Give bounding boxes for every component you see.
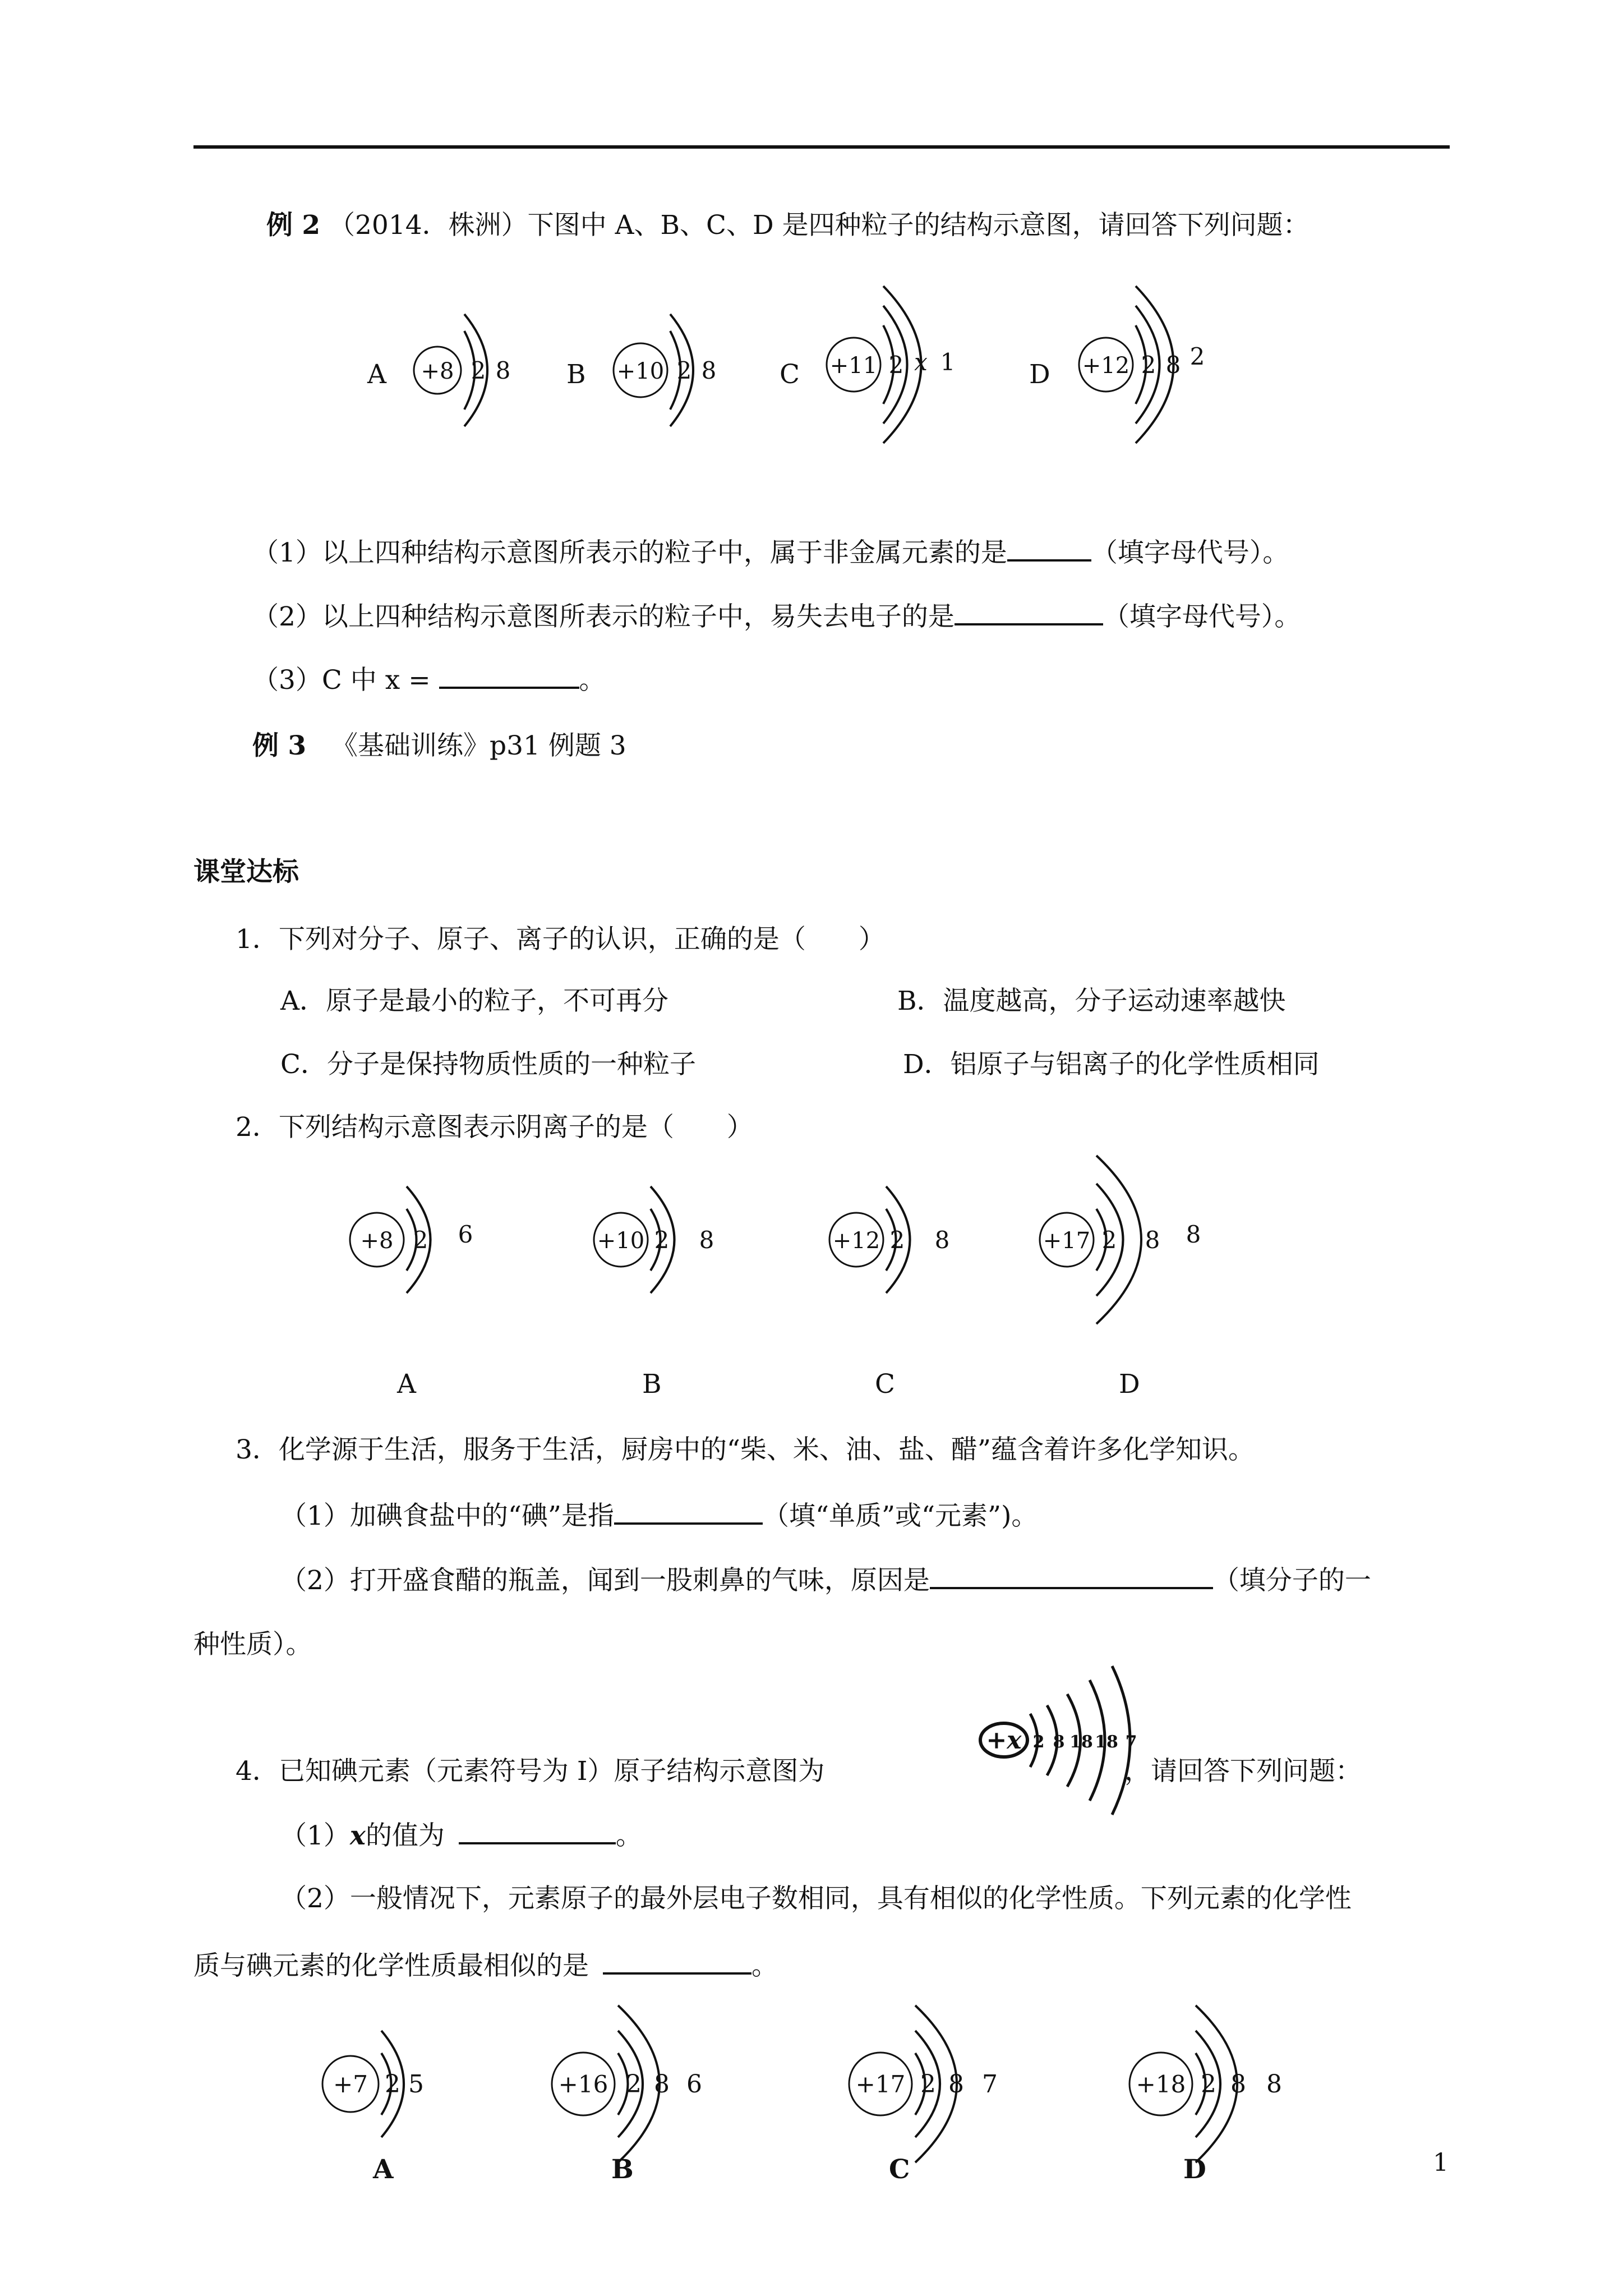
ex2-q2 bbox=[252, 599, 1301, 634]
q2-d-e1: 2 bbox=[1101, 1226, 1117, 1254]
section-title: 课堂达标 bbox=[193, 857, 299, 887]
ex2-q3 bbox=[252, 662, 606, 697]
q3-p1-hint: （填“单质”或“元素”)。 bbox=[762, 1501, 1038, 1531]
q4-p1-end: 。 bbox=[615, 1820, 642, 1851]
q4-p2-line1: （2）一般情况下，元素原子的最外层电子数相同，具有相似的化学性质。下列元素的化学性 bbox=[280, 1883, 1352, 1914]
q2-diagram-d bbox=[1038, 1139, 1228, 1329]
ex2-a-nucleus: +8 bbox=[421, 358, 454, 384]
ex2-q1-blank[interactable] bbox=[1007, 535, 1091, 562]
q4-iodine-e2: 8 bbox=[1053, 1732, 1065, 1752]
q4-letter-a: A bbox=[373, 2154, 394, 2185]
q3-stem: 3．化学源于生活，服务于生活，厨房中的“柴、米、油、盐、醋”蕴含着许多化学知识。 bbox=[236, 1434, 1255, 1465]
q4-iodine-nucleus: +x bbox=[986, 1726, 1022, 1755]
q2-b-nucleus: +10 bbox=[597, 1228, 645, 1254]
q4-p1 bbox=[280, 1818, 642, 1853]
ex2-diagram-a bbox=[412, 292, 541, 460]
q4-p2-line2 bbox=[193, 1948, 778, 1983]
q2-letter-d: D bbox=[1119, 1369, 1140, 1400]
q4-d-e1: 2 bbox=[1201, 2070, 1216, 2099]
q4-d-e2: 8 bbox=[1230, 2070, 1246, 2099]
page-number: 1 bbox=[1433, 2148, 1449, 2177]
q2-diagram-b bbox=[592, 1172, 737, 1318]
q4-iodine-e5: 7 bbox=[1125, 1732, 1137, 1752]
q4-c-nucleus: +17 bbox=[855, 2070, 906, 2098]
ex2-b-nucleus: +10 bbox=[616, 358, 665, 384]
q2-d-e2: 8 bbox=[1145, 1226, 1160, 1254]
q2-a-e2: 6 bbox=[458, 1221, 473, 1248]
ex2-diagram-c bbox=[824, 264, 993, 477]
example2-text: （2014．株洲）下图中 A、B、C、D 是四种粒子的结构示意图，请回答下列问题： bbox=[329, 210, 1310, 241]
q2-b-e1: 2 bbox=[654, 1226, 670, 1254]
q4-p2-end: 。 bbox=[751, 1950, 778, 1981]
q4-d-nucleus: +18 bbox=[1136, 2070, 1186, 2098]
q3-p2-cont: 种性质）。 bbox=[193, 1629, 312, 1660]
q4-b-e2: 8 bbox=[654, 2070, 670, 2099]
ex2-c-nucleus: +11 bbox=[829, 353, 878, 379]
example3-heading bbox=[252, 729, 626, 763]
q2-c-nucleus: +12 bbox=[832, 1228, 880, 1254]
ex2-d-e2: 8 bbox=[1165, 351, 1181, 379]
ex2-q2-blank[interactable] bbox=[955, 599, 1103, 625]
ex2-diagram-b bbox=[611, 292, 740, 460]
q4-a-e2: 5 bbox=[408, 2070, 424, 2099]
example2-heading bbox=[266, 209, 1310, 242]
ex2-a-e1: 2 bbox=[471, 357, 486, 384]
ex2-c-e2: x bbox=[914, 348, 928, 376]
q4-b-e1: 2 bbox=[626, 2070, 642, 2099]
ex2-c-e3: 1 bbox=[940, 348, 956, 376]
ex2-q1-text: （1）以上四种结构示意图所表示的粒子中，属于非金属元素的是 bbox=[252, 537, 1007, 568]
q3-p2-text: （2）打开盛食醋的瓶盖，闻到一股刺鼻的气味，原因是 bbox=[280, 1565, 930, 1596]
q4-diagram-d bbox=[1127, 1997, 1318, 2177]
q4-letter-b: B bbox=[611, 2154, 634, 2185]
q1-option-a[interactable]: A．原子是最小的粒子，不可再分 bbox=[280, 986, 668, 1016]
q4-iodine-e3: 18 bbox=[1069, 1732, 1093, 1752]
q4-d-e3: 8 bbox=[1266, 2070, 1282, 2099]
q2-a-nucleus: +8 bbox=[360, 1228, 394, 1254]
q4-a-e1: 2 bbox=[385, 2070, 400, 2099]
q4-diagram-c bbox=[847, 1997, 1038, 2177]
q4-a-nucleus: +7 bbox=[333, 2070, 368, 2098]
q4-b-nucleus: +16 bbox=[558, 2070, 608, 2098]
ex2-q1 bbox=[252, 535, 1289, 570]
q4-diagram-b bbox=[550, 1997, 740, 2177]
ex2-c-e1: 2 bbox=[888, 351, 904, 379]
ex2-d-e1: 2 bbox=[1141, 351, 1156, 379]
q4-p1-num: （1） bbox=[280, 1820, 350, 1851]
ex2-b-e2: 8 bbox=[701, 357, 717, 384]
ex2-letter-b: B bbox=[566, 359, 586, 390]
q3-p1-blank[interactable] bbox=[614, 1498, 763, 1525]
q4-p1-text: 的值为 bbox=[365, 1820, 445, 1851]
q2-d-nucleus: +17 bbox=[1043, 1228, 1091, 1254]
ex2-a-e2: 8 bbox=[495, 357, 511, 384]
ex2-q3-blank[interactable] bbox=[439, 662, 579, 689]
q3-p2 bbox=[280, 1562, 1371, 1598]
q4-p1-var: x bbox=[349, 1820, 366, 1851]
q2-c-e2: 8 bbox=[934, 1226, 950, 1254]
q2-a-e1: 2 bbox=[413, 1226, 428, 1254]
q2-letter-b: B bbox=[642, 1369, 662, 1400]
q2-letter-a: A bbox=[397, 1369, 416, 1400]
q4-iodine-e4: 18 bbox=[1095, 1732, 1118, 1752]
ex2-diagram-d bbox=[1077, 264, 1245, 477]
q4-c-e3: 7 bbox=[982, 2070, 998, 2099]
ex2-b-e1: 2 bbox=[676, 357, 692, 384]
ex2-d-e3: 2 bbox=[1189, 343, 1205, 370]
q4-p2-text: 质与碘元素的化学性质最相似的是 bbox=[193, 1950, 589, 1981]
q4-stem-pre: 4．已知碘元素（元素符号为 I）原子结构示意图为 bbox=[236, 1756, 825, 1787]
ex2-q2-text: （2）以上四种结构示意图所表示的粒子中，易失去电子的是 bbox=[252, 601, 955, 632]
q4-letter-d: D bbox=[1183, 2154, 1206, 2185]
header-rule bbox=[193, 145, 1450, 149]
q4-c-e1: 2 bbox=[920, 2070, 936, 2099]
q3-p1 bbox=[280, 1498, 1038, 1533]
q2-d-e3: 8 bbox=[1186, 1221, 1201, 1248]
ex2-q2-hint: （填字母代号）。 bbox=[1103, 601, 1301, 632]
example2-label: 例 2 bbox=[266, 210, 321, 241]
q4-diagram-a bbox=[320, 2014, 465, 2160]
q4-p2-blank[interactable] bbox=[603, 1948, 751, 1975]
q4-iodine-e1: 2 bbox=[1032, 1732, 1045, 1752]
example3-text: 《基础训练》p31 例题 3 bbox=[331, 730, 626, 761]
example3-label: 例 3 bbox=[252, 730, 307, 761]
q1-option-c[interactable]: C．分子是保持物质性质的一种粒子 bbox=[280, 1049, 696, 1080]
q4-c-e2: 8 bbox=[948, 2070, 964, 2099]
ex2-q3-end: 。 bbox=[579, 665, 606, 696]
q2-diagram-c bbox=[827, 1172, 973, 1318]
ex2-letter-a: A bbox=[367, 359, 386, 390]
q3-p2-blank[interactable] bbox=[930, 1562, 1213, 1589]
q2-c-e1: 2 bbox=[889, 1226, 905, 1254]
ex2-q1-hint: （填字母代号）。 bbox=[1091, 537, 1289, 568]
ex2-q3-text: （3）C 中 x = bbox=[252, 665, 431, 696]
q2-letter-c: C bbox=[875, 1369, 895, 1400]
q4-letter-c: C bbox=[889, 2154, 910, 2185]
ex2-letter-c: C bbox=[780, 359, 800, 390]
q2-stem: 2．下列结构示意图表示阴离子的是（ ） bbox=[236, 1112, 753, 1143]
q4-p1-blank[interactable] bbox=[459, 1818, 616, 1844]
q4-b-e3: 6 bbox=[686, 2070, 702, 2099]
q2-diagram-a bbox=[348, 1172, 494, 1318]
ex2-letter-d: D bbox=[1029, 359, 1050, 390]
q2-b-e2: 8 bbox=[699, 1226, 714, 1254]
q1-option-b[interactable]: B．温度越高，分子运动速率越快 bbox=[897, 986, 1286, 1016]
q1-stem: 1．下列对分子、原子、离子的认识，正确的是（ ） bbox=[236, 924, 885, 955]
ex2-d-nucleus: +12 bbox=[1082, 353, 1130, 379]
q3-p1-text: （1）加碘食盐中的“碘”是指 bbox=[280, 1501, 614, 1531]
q3-p2-hint: （填分子的一 bbox=[1212, 1565, 1371, 1596]
q1-option-d[interactable]: D．铝原子与铝离子的化学性质相同 bbox=[903, 1049, 1320, 1080]
q4-stem-post: ，请回答下列问题： bbox=[1124, 1756, 1362, 1787]
